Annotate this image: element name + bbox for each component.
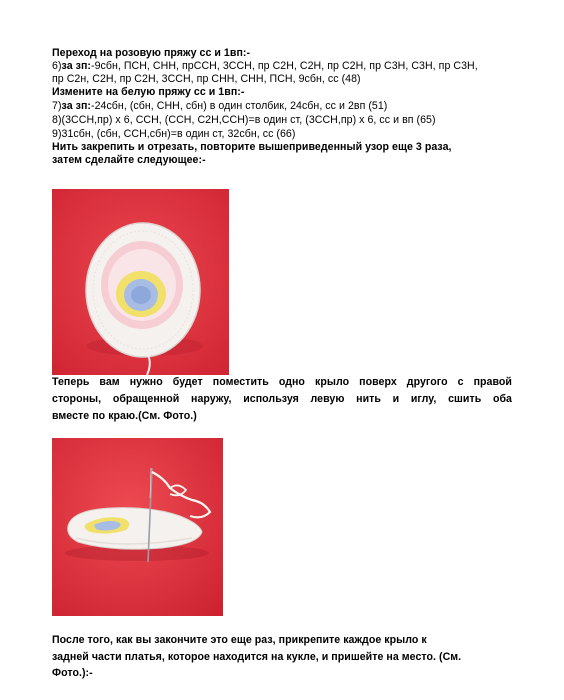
attach-line-1: После того, как вы закончите это еще раз, прикрепите каждое крыло к — [52, 634, 427, 646]
row-6-continuation: пр С2н, С2Н, пр С2Н, 3ССН, пр СНН, СНН, ПСН, 9сбн, сс (48) — [52, 73, 361, 85]
fasten-off-line-1: Нить закрепить и отрезать, повторите вышеприведенный узор еще 3 раза, — [52, 141, 452, 153]
pink-yarn-heading: Переход на розовую пряжу сс и 1вп:- — [52, 47, 251, 59]
sewing-line-3: вместе по краю.(См. Фото.) — [52, 410, 197, 422]
row-7-number: 7) — [52, 100, 62, 112]
row-6-instruction — [52, 60, 512, 73]
row-7-text: -24сбн, (сбн, СНН, сбн) в один столбик, 24сбн, сс и 2вп (51) — [91, 100, 388, 112]
row-7-bold-label: за зп: — [61, 100, 91, 112]
row-6-number: 6) — [52, 60, 62, 72]
row-8-instruction: 8)(3ССН,пр) х 6, ССН, (ССН, С2Н,ССН)=в один ст, (3ССН,пр) х 6, сс и вп (65) — [52, 114, 436, 126]
wing-photo — [52, 189, 229, 375]
attach-line-3: Фото.):- — [52, 667, 93, 679]
sewing-photo — [52, 438, 223, 616]
sewing-line-1: Теперь вам нужно будет поместить одно крыло поверх другого с правой — [52, 376, 512, 388]
white-yarn-heading: Измените на белую пряжу сс и 1вп:- — [52, 86, 245, 98]
row-6-bold-label: за зп: — [61, 60, 91, 72]
attach-line-2: задней части платья, которое находится на кукле, и пришейте на место. (См. — [52, 651, 462, 663]
sewing-photo-image — [52, 438, 223, 616]
row-7-instruction — [52, 100, 512, 113]
row-9-instruction: 9)31сбн, (сбн, ССН,сбн)=в один ст, 32сбн, сс (66) — [52, 128, 296, 140]
wing-photo-image — [52, 189, 229, 375]
sewing-line-2: стороны, обращенной наружу, используя левую нить и иглу, сшить оба — [52, 393, 512, 405]
fasten-off-line-2: затем сделайте следующее:- — [52, 154, 206, 166]
row-6-text: -9сбн, ПСН, СНН, прССН, 3ССН, пр С2Н, С2Н, пр С2Н, пр С3Н, С3Н, пр С3Н, — [91, 60, 478, 72]
